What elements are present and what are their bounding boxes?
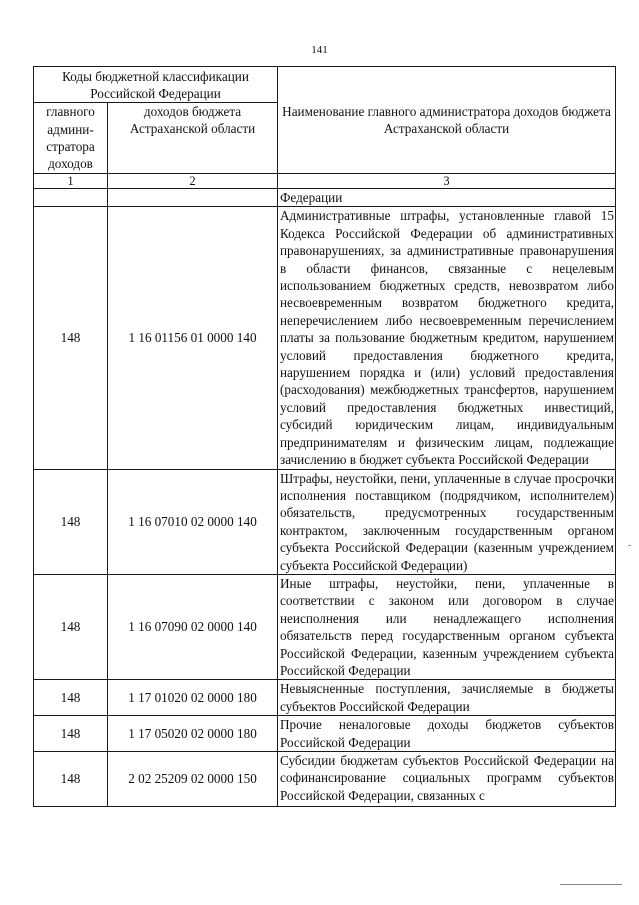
table-row	[34, 752, 616, 807]
column-number-row	[34, 174, 616, 189]
scan-edge-line	[560, 884, 622, 885]
income-name-cell: Прочие неналоговые доходы бюджетов субъектов Российской Федерации	[278, 716, 616, 752]
admin-code-cell: 148	[34, 752, 108, 807]
income-code-cell: 1 16 07010 02 0000 140	[108, 469, 278, 574]
table-row	[34, 680, 616, 716]
table-row	[34, 207, 616, 469]
column-number: 2	[108, 174, 278, 189]
admin-code-cell: 148	[34, 680, 108, 716]
table-row	[34, 189, 616, 207]
income-code-cell: 1 16 01156 01 0000 140	[108, 207, 278, 469]
income-name-cell	[278, 752, 616, 807]
budget-classification-table	[33, 66, 616, 807]
income-name-cell: Иные штрафы, неустойки, пени, уплаченные в соответствии с законом или договором в случае неисполнения или ненадлежащего исполнения обязательств перед государственным органом субъекта Российской Федерации, казенным учреждением субъекта Российской Федерации	[278, 574, 616, 679]
column-number: 3	[278, 174, 616, 189]
table-row	[34, 469, 616, 574]
table-row	[34, 716, 616, 752]
column-number: 1	[34, 174, 108, 189]
page-number: 141	[311, 44, 328, 56]
table-row	[34, 574, 616, 679]
admin-code-cell: 148	[34, 469, 108, 574]
income-name-cell: Невыясненные поступления, зачисляемые в бюджеты субъектов Российской Федерации	[278, 680, 616, 716]
income-name-cell: Штрафы, неустойки, пени, уплаченные в случае просрочки исполнения поставщиком (подрядчиком, исполнителем) обязательств, предусмотренных государственным контрактом, заключенным государственным органом субъекта Российской Федерации (казенным учреждением субъекта Российской Федерации)	[278, 469, 616, 574]
table-header-row	[34, 67, 616, 103]
income-code-cell: 1 17 05020 02 0000 180	[108, 716, 278, 752]
income-column-header: доходов бюджета Астраханской области	[108, 103, 278, 174]
income-code-cell: 2 02 25209 02 0000 150	[108, 752, 278, 807]
admin-code-cell: 148	[34, 716, 108, 752]
codes-group-header: Коды бюджетной классификации Российской Федерации	[34, 67, 278, 103]
scan-artifact	[628, 545, 631, 546]
income-code-cell	[108, 189, 278, 207]
income-name-cell: Федерации	[278, 189, 616, 207]
admin-code-cell: 148	[34, 207, 108, 469]
admin-column-header: главного админи-стратора доходов	[34, 103, 108, 174]
admin-code-cell	[34, 189, 108, 207]
admin-code-cell: 148	[34, 574, 108, 679]
income-code-cell: 1 16 07090 02 0000 140	[108, 574, 278, 679]
name-column-header: Наименование главного администратора доходов бюджета Астраханской области	[278, 67, 616, 174]
income-name-cell: Административные штрафы, установленные главой 15 Кодекса Российской Федерации об административных правонарушениях, за административные правонарушения в области финансов, связанные с нецелевым использованием бюджетных средств, невозвратом либо несвоевременным возвратом бюджетного кредита, неперечислением либо несвоевременным перечислением платы за пользование бюджетным кредитом, нарушением условий предоставления бюджетного кредита, нарушением порядка и (или) условий предоставления (расходования) межбюджетных трансфертов, нарушением условий предоставления бюджетных инвестиций, субсидий юридическим лицам, индивидуальным предпринимателям и физическим лицам, подлежащие зачислению в бюджет субъекта Российской Федерации	[278, 207, 616, 469]
income-code-cell: 1 17 01020 02 0000 180	[108, 680, 278, 716]
income-name-text: Субсидии бюджетам субъектов Российской Федерации на софинансирование социальных программ субъектов Российской Федерации, связанных с	[280, 753, 614, 803]
